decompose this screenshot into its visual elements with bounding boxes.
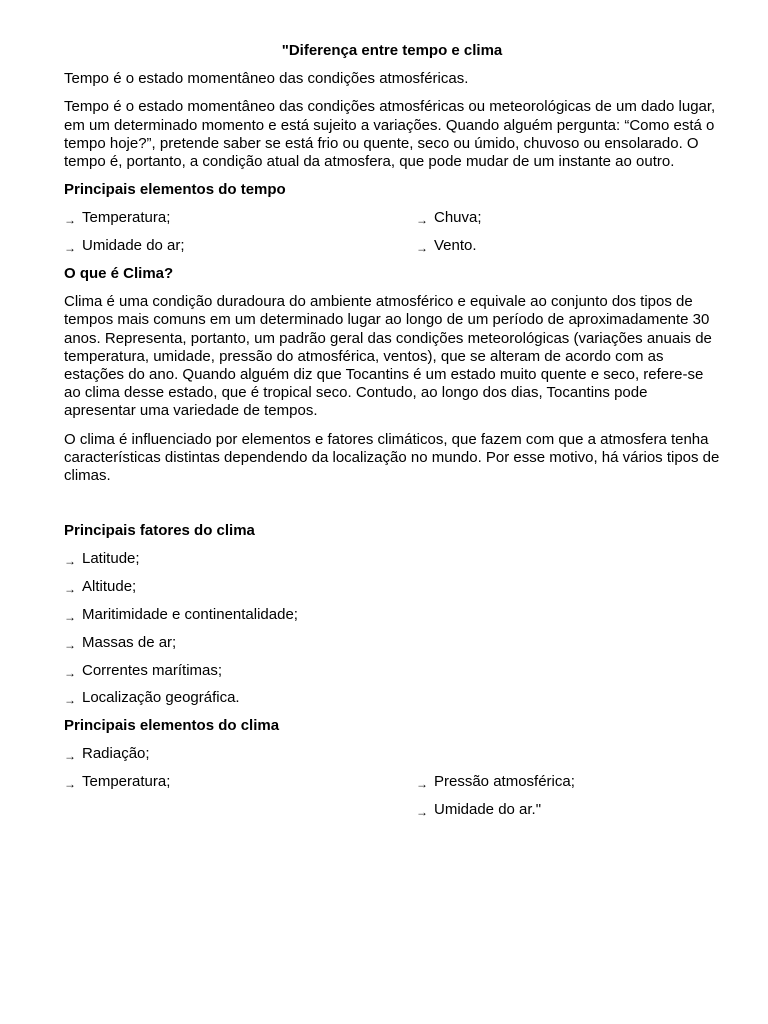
spacer — [64, 495, 720, 522]
list-item-label: Massas de ar; — [82, 633, 177, 651]
list-item — [64, 237, 185, 255]
list-item — [416, 237, 477, 255]
list-item — [64, 634, 176, 652]
list-item — [64, 773, 170, 791]
list-item — [64, 606, 298, 624]
list-item-label: Localização geográfica. — [82, 689, 240, 707]
fatores-clima-heading: Principais fatores do clima — [64, 522, 255, 540]
fatores-clima-row — [64, 634, 720, 652]
arrow-icon: → — [64, 693, 76, 708]
elementos-clima-row — [64, 745, 720, 763]
elementos-tempo-row — [64, 237, 720, 255]
tempo-paragraph: Tempo é o estado momentâneo das condições atmosféricas ou meteorológicas de um dado lugar, em um determinado momento e está sujeito a variações. Quando alguém pergunta: “Como está o tempo hoje?”, pretende saber se está frio ou quente, seco ou úmido, chuvoso ou ensolarado. O tempo é, portanto, a condição atual da atmosfera, que pode mudar de um instante ao outro. — [64, 98, 716, 171]
arrow-icon: → — [64, 749, 76, 764]
elementos-tempo-row — [64, 209, 720, 227]
list-item-label: Chuva; — [434, 209, 482, 227]
clima-paragraph-2: O clima é influenciado por elementos e fatores climáticos, que fazem com que a atmosfera tenha características distintas dependendo da localização no mundo. Por esse motivo, há vários tipos de climas. — [64, 430, 720, 485]
list-item — [64, 689, 240, 707]
list-item — [416, 209, 482, 227]
list-item-label: Vento. — [434, 237, 477, 255]
arrow-icon: → — [64, 213, 76, 228]
arrow-icon: → — [416, 213, 428, 228]
fatores-clima-row — [64, 578, 720, 596]
list-item — [416, 773, 575, 791]
intro-paragraph: Tempo é o estado momentâneo das condições atmosféricas. — [64, 70, 469, 88]
arrow-icon: → — [416, 241, 428, 256]
arrow-icon: → — [64, 241, 76, 256]
list-item — [64, 745, 150, 763]
list-item — [416, 801, 541, 819]
fatores-clima-row — [64, 662, 720, 680]
list-item-label: Temperatura; — [82, 773, 171, 791]
list-item — [64, 578, 136, 596]
list-item-label: Radiação; — [82, 745, 150, 763]
list-item-label: Altitude; — [82, 578, 137, 596]
document-content — [64, 42, 720, 829]
elementos-clima-row — [64, 773, 720, 791]
arrow-icon: → — [64, 665, 76, 680]
list-item-label: Pressão atmosférica; — [434, 773, 575, 791]
fatores-clima-row — [64, 550, 720, 568]
list-item — [64, 662, 222, 680]
arrow-icon: → — [64, 554, 76, 569]
list-item — [64, 209, 170, 227]
list-item-label: Maritimidade e continentalidade; — [82, 605, 298, 623]
list-item-label: Umidade do ar." — [434, 800, 542, 818]
arrow-icon: → — [416, 777, 428, 792]
clima-paragraph-1: Clima é uma condição duradoura do ambiente atmosférico e equivale ao conjunto dos tipos de tempos mais comuns em um determinado lugar ao longo de um período de aproximadamente 30 anos. Representa, portanto, um padrão geral das condições meteorológicas (variações anuais de temperatura, umidade, pressão do atmosférica, ventos), que se alteram de acordo com as estações do ano. Quando alguém diz que Tocantins é um estado muito quente e seco, refere-se ao clima desse estado, que é tropical seco. Contudo, ao longo dos dias, Tocantins pode apresentar uma variedade de tempos. — [64, 293, 712, 420]
clima-heading: O que é Clima? — [64, 264, 174, 282]
list-item-label: Umidade do ar; — [82, 237, 185, 255]
elementos-clima-heading: Principais elementos do clima — [64, 717, 280, 735]
arrow-icon: → — [64, 582, 76, 597]
document-title: "Diferença entre tempo e clima — [281, 42, 503, 59]
fatores-clima-row — [64, 689, 720, 707]
list-item-label: Temperatura; — [82, 209, 171, 227]
arrow-icon: → — [64, 637, 76, 652]
list-item — [64, 550, 140, 568]
list-item-label: Latitude; — [82, 550, 140, 568]
arrow-icon: → — [416, 804, 428, 819]
fatores-clima-row — [64, 606, 720, 624]
elementos-tempo-heading: Principais elementos do tempo — [64, 181, 286, 199]
arrow-icon: → — [64, 609, 76, 624]
arrow-icon: → — [64, 777, 76, 792]
elementos-clima-row — [64, 801, 720, 819]
list-item-label: Correntes marítimas; — [82, 661, 223, 679]
